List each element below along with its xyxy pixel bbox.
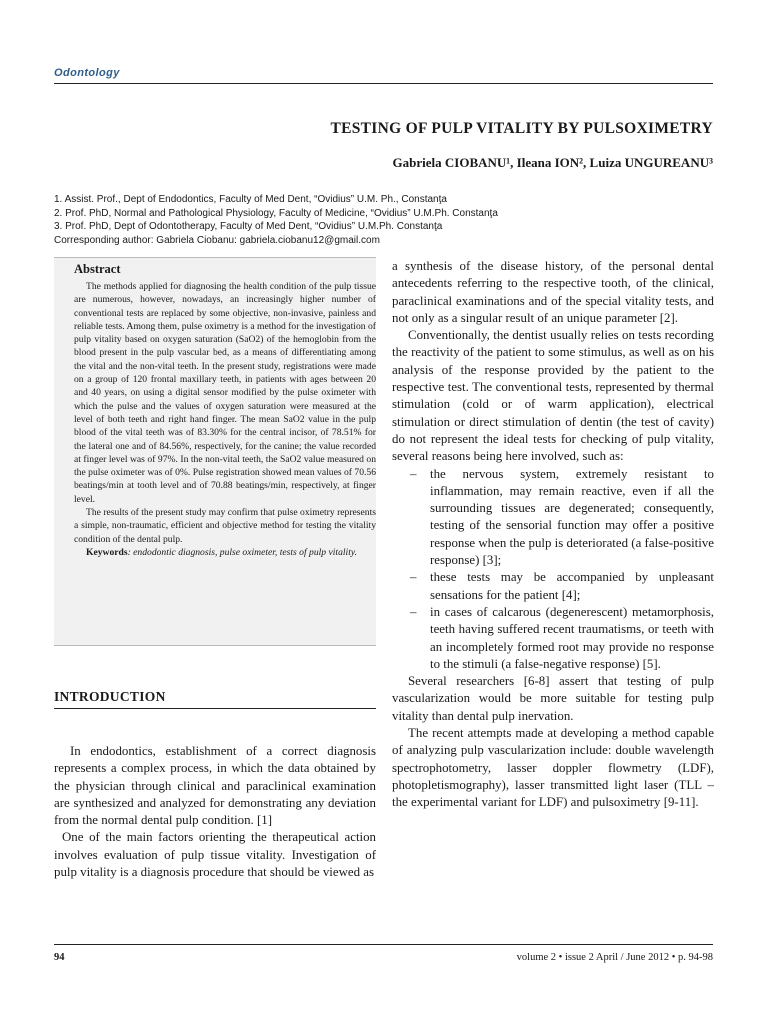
- introduction-heading: INTRODUCTION: [54, 689, 166, 704]
- section-rule: [54, 708, 376, 709]
- abstract-paragraph: The results of the present study may confirm that pulse oximetry represents a simple, non-traumatic, efficient and objective method for testing the vitality condition of the dental pulp.: [74, 507, 376, 545]
- list-dash: –: [410, 604, 417, 619]
- keywords-label: Keywords: [86, 546, 128, 558]
- corresponding-author: Corresponding author: Gabriela Ciobanu: gabriela.ciobanu12@gmail.com: [54, 234, 380, 246]
- affiliation-3: 3. Prof. PhD, Dept of Odontotherapy, Faculty of Med Dent, “Ovidius” U.M.Ph. Constanţa: [54, 221, 443, 233]
- reasons-list: [392, 466, 714, 674]
- journal-section-label: Odontology: [54, 67, 120, 79]
- body-paragraph: The recent attempts made at developing a method capable of analyzing pulp vascularization include: double wavelength spectrophotometry, lasser doppler flowmetry (LDF), photopletismography), lasser transmitted light laser (TLL – the experimental variant for LDF) and pulsoximetry [9-11].: [392, 726, 714, 810]
- body-paragraph: Several researchers [6-8] assert that testing of pulp vascularization would be more suitable for testing pulp vitality than dental pulp inervation.: [392, 674, 714, 723]
- list-dash: –: [410, 570, 417, 585]
- body-paragraph: a synthesis of the disease history, of the personal dental antecedents referring to the respective tooth, of the clinical, paraclinical examinations and of the special vitality tests, and not only as a singular result of an unique parameter [2].: [392, 259, 714, 325]
- list-item: [392, 569, 714, 604]
- header-rule: [54, 83, 713, 84]
- list-item-text: the nervous system, extremely resistant to inflammation, may remain reactive, even if all the surrounding tissues are degenerated; consequently, testing of the sensorial function may offer a positive response when the pulp is deteriorated (a false-positive response) [3];: [430, 466, 714, 568]
- article-authors: Gabriela CIOBANU¹, Ileana ION², Luiza UNGUREANU³: [392, 155, 713, 170]
- abstract-heading: Abstract: [74, 262, 121, 276]
- keywords-text: : endodontic diagnosis, pulse oximeter, tests of pulp vitality.: [127, 546, 358, 558]
- list-item: [392, 466, 714, 570]
- list-item: [392, 604, 714, 673]
- list-item-text: in cases of calcarous (degenerescent) metamorphosis, teeth having suffered recent traumatisms, or teeth with an incompletely formed root may provide no response to the stimuli (a false-negative response) [5].: [430, 604, 714, 671]
- list-dash: –: [410, 466, 417, 481]
- issue-info: volume 2 • issue 2 April / June 2012 • p. 94-98: [516, 952, 713, 963]
- body-paragraph: In endodontics, establishment of a correct diagnosis represents a complex process, in which the data obtained by the physician through clinical and paraclinical examination are synthesized and analyzed for demonstrating any deviation from the normal dental pulp condition. [1]: [54, 744, 376, 828]
- article-title: TESTING OF PULP VITALITY BY PULSOXIMETRY: [330, 120, 713, 137]
- keywords-line: [74, 546, 376, 559]
- footer-rule: [54, 944, 713, 945]
- page-number: 94: [54, 952, 65, 963]
- introduction-right-column: [392, 258, 714, 812]
- affiliation-2: 2. Prof. PhD, Normal and Pathological Physiology, Faculty of Medicine, “Ovidius” U.M.Ph. Constanţa: [54, 207, 498, 219]
- body-paragraph: One of the main factors orienting the therapeutical action involves evaluation of pulp tissue vitality. Investigation of pulp vitality is a diagnosis procedure that should be viewed as: [54, 830, 376, 880]
- abstract-paragraph: The methods applied for diagnosing the health condition of the pulp tissue are numerous, however, nowadays, an increasingly higher number of conventional tests are replaced by some objective, non-invasive, painless and reliable tests. Among them, pulse oximetry is a method for the investigation of pulp vitality based on oxygen saturation (SaO2) of the hemoglobin from the blood present in the pulp vascular bed, as a means of differentiating among the vital and the non-vital teeth. In the present study, registrations were made on a group of 120 frontal maxillary teeth, in patients with ages between 20 and 40 years, on using a digital sensor modified by the pulse oximeter with which the pulse and the values of oxygen saturation were measured at the level of both teeth and right hand finger. The mean SaO2 value in the pulp blood of the vital teeth was of 83.30% for the central incisor, of 78.51% for the lateral one and of 84.56%, respectively, for the canine; the value recorded at finger level was of 97%. In the non-vital teeth, the SaO2 value measured on the pulse oximeter was of 0%. Pulse registration showed mean values of 70.56 beatings/min at tooth level and of 70.88 beatings/min, respectively, at finger level.: [74, 281, 376, 505]
- introduction-left-column: [54, 743, 376, 881]
- affiliations: [54, 193, 714, 247]
- body-paragraph: Conventionally, the dentist usually relies on tests recording the reactivity of the patient to some stimulus, as well as on his analysis of the response provided by the patient to the respective test. The conventional tests, represented by thermal stimulation (cold or of warm application), electrical stimulation or direct stimulation of dentin (the test of cavity) do not represent the ideal tests for checking of pulp vitality, several reasons being here involved, such as:: [392, 328, 714, 464]
- abstract-body: [74, 280, 376, 559]
- list-item-text: these tests may be accompanied by unpleasant sensations for the patient [4];: [430, 570, 714, 602]
- affiliation-1: 1. Assist. Prof., Dept of Endodontics, Faculty of Med Dent, “Ovidius” U.M. Ph., Constanţa: [54, 194, 447, 205]
